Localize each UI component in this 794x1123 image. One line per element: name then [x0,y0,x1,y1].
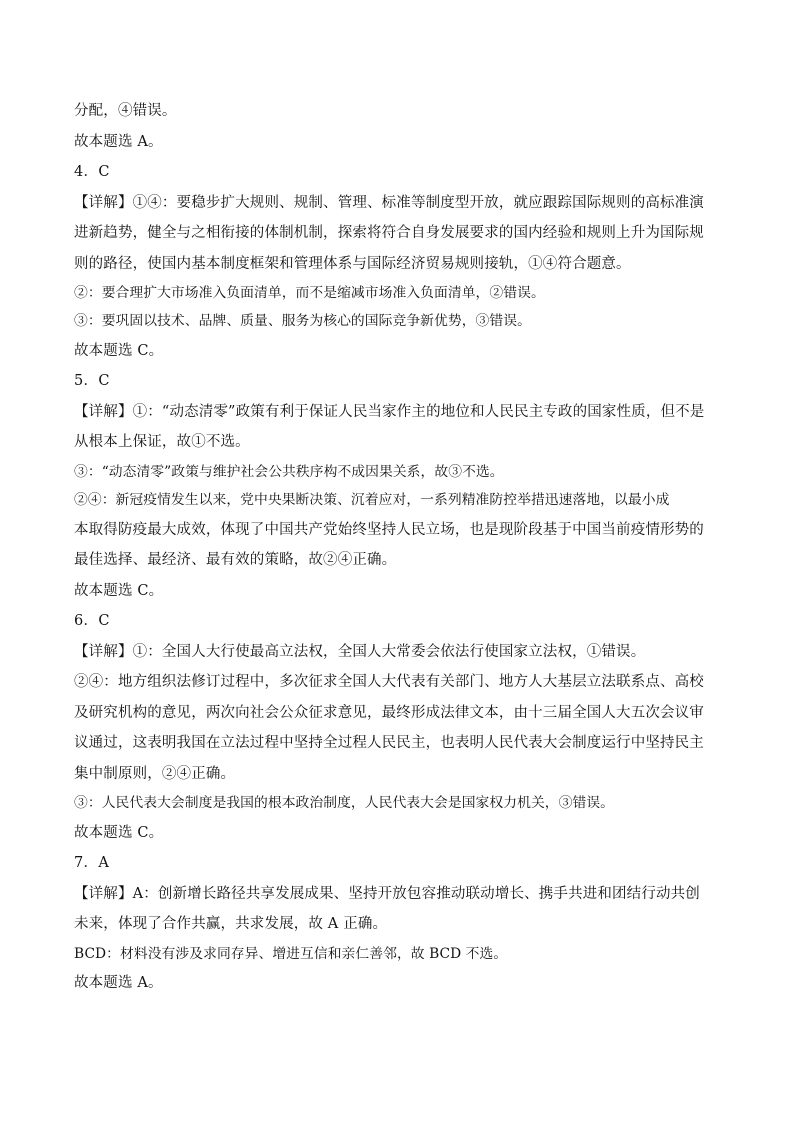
text-line: 则的路径，使国内基本制度框架和管理体系与国际经济贸易规则接轨，①④符合题意。 [74,255,631,272]
text-line: 故本题选 C。 [74,582,164,599]
text-line: ②④：新冠疫情发生以来，党中央果断决策、沉着应对，一系列精准防控举措迅速落地，以最小成 [74,492,670,509]
text-line: 及研究机构的意见，两次向社会公众征求意见，最终形成法律文本，由十三届全国人大五次会议审 [74,704,704,721]
question-answer-heading: 5．C [74,373,110,390]
text-line: 【详解】A：创新增长路径共享发展成果、坚持开放包容推动联动增长、携手共进和团结行动共创 [74,885,700,902]
question-answer-heading: 4．C [74,164,110,180]
text-line: 从根本上保证，故①不选。 [74,434,250,451]
text-line: 最佳选择、最经济、最有效的策略，故②④正确。 [74,552,397,569]
text-line: 故本题选 A。 [74,974,163,991]
text-line: ②：要合理扩大市场准入负面清单，而不是缩减市场准入负面清单，②错误。 [74,285,545,301]
question-answer-heading: 6．C [74,613,110,630]
text-line: ②④：地方组织法修订过程中，多次征求全国人大代表有关部门、地方人大基层立法联系点、高校 [74,674,704,691]
text-line: 故本题选 A。 [74,133,163,150]
text-line: 未来，体现了合作共赢，共求发展，故 A 正确。 [74,916,388,933]
text-line: 分配，④错误。 [74,103,177,119]
answer-explanation-body [74,96,724,998]
text-line: 故本题选 C。 [74,342,164,359]
text-line: 【详解】①：“动态清零”政策有利于保证人民当家作主的地位和人民民主专政的国家性质，但不是 [74,403,705,420]
text-line: 议通过，这表明我国在立法过程中坚持全过程人民民主，也表明人民代表大会制度运行中坚持民主 [74,735,704,752]
text-line: BCD：材料没有涉及求同存异、增进互信和亲仁善邻，故 BCD 不选。 [74,945,508,962]
text-line: ③：人民代表大会制度是我国的根本政治制度，人民代表大会是国家权力机关，③错误。 [74,795,615,812]
text-line: 【详解】①：全国人大行使最高立法权，全国人大常委会依法行使国家立法权，①错误。 [74,643,646,660]
question-answer-heading: 7．A [74,855,110,872]
text-line: ③：要巩固以技术、品牌、质量、服务为核心的国际竞争新优势，③错误。 [74,313,531,330]
text-line: 【详解】①④：要稳步扩大规则、规制、管理、标准等制度型开放，就应跟踪国际规则的高标准演 [74,194,704,211]
text-line: 集中制原则，②④正确。 [74,765,236,782]
text-line: 故本题选 C。 [74,824,164,841]
text-line: 进新趋势，健全与之相衔接的体制机制，探索将符合自身发展要求的国内经验和规则上升为国际规 [74,225,704,241]
text-line: 本取得防疫最大成效，体现了中国共产党始终坚持人民立场，也是现阶段基于中国当前疫情形势的 [74,521,704,538]
text-line: ③：“动态清零”政策与维护社会公共秩序构不成因果关系，故③不选。 [74,463,504,480]
